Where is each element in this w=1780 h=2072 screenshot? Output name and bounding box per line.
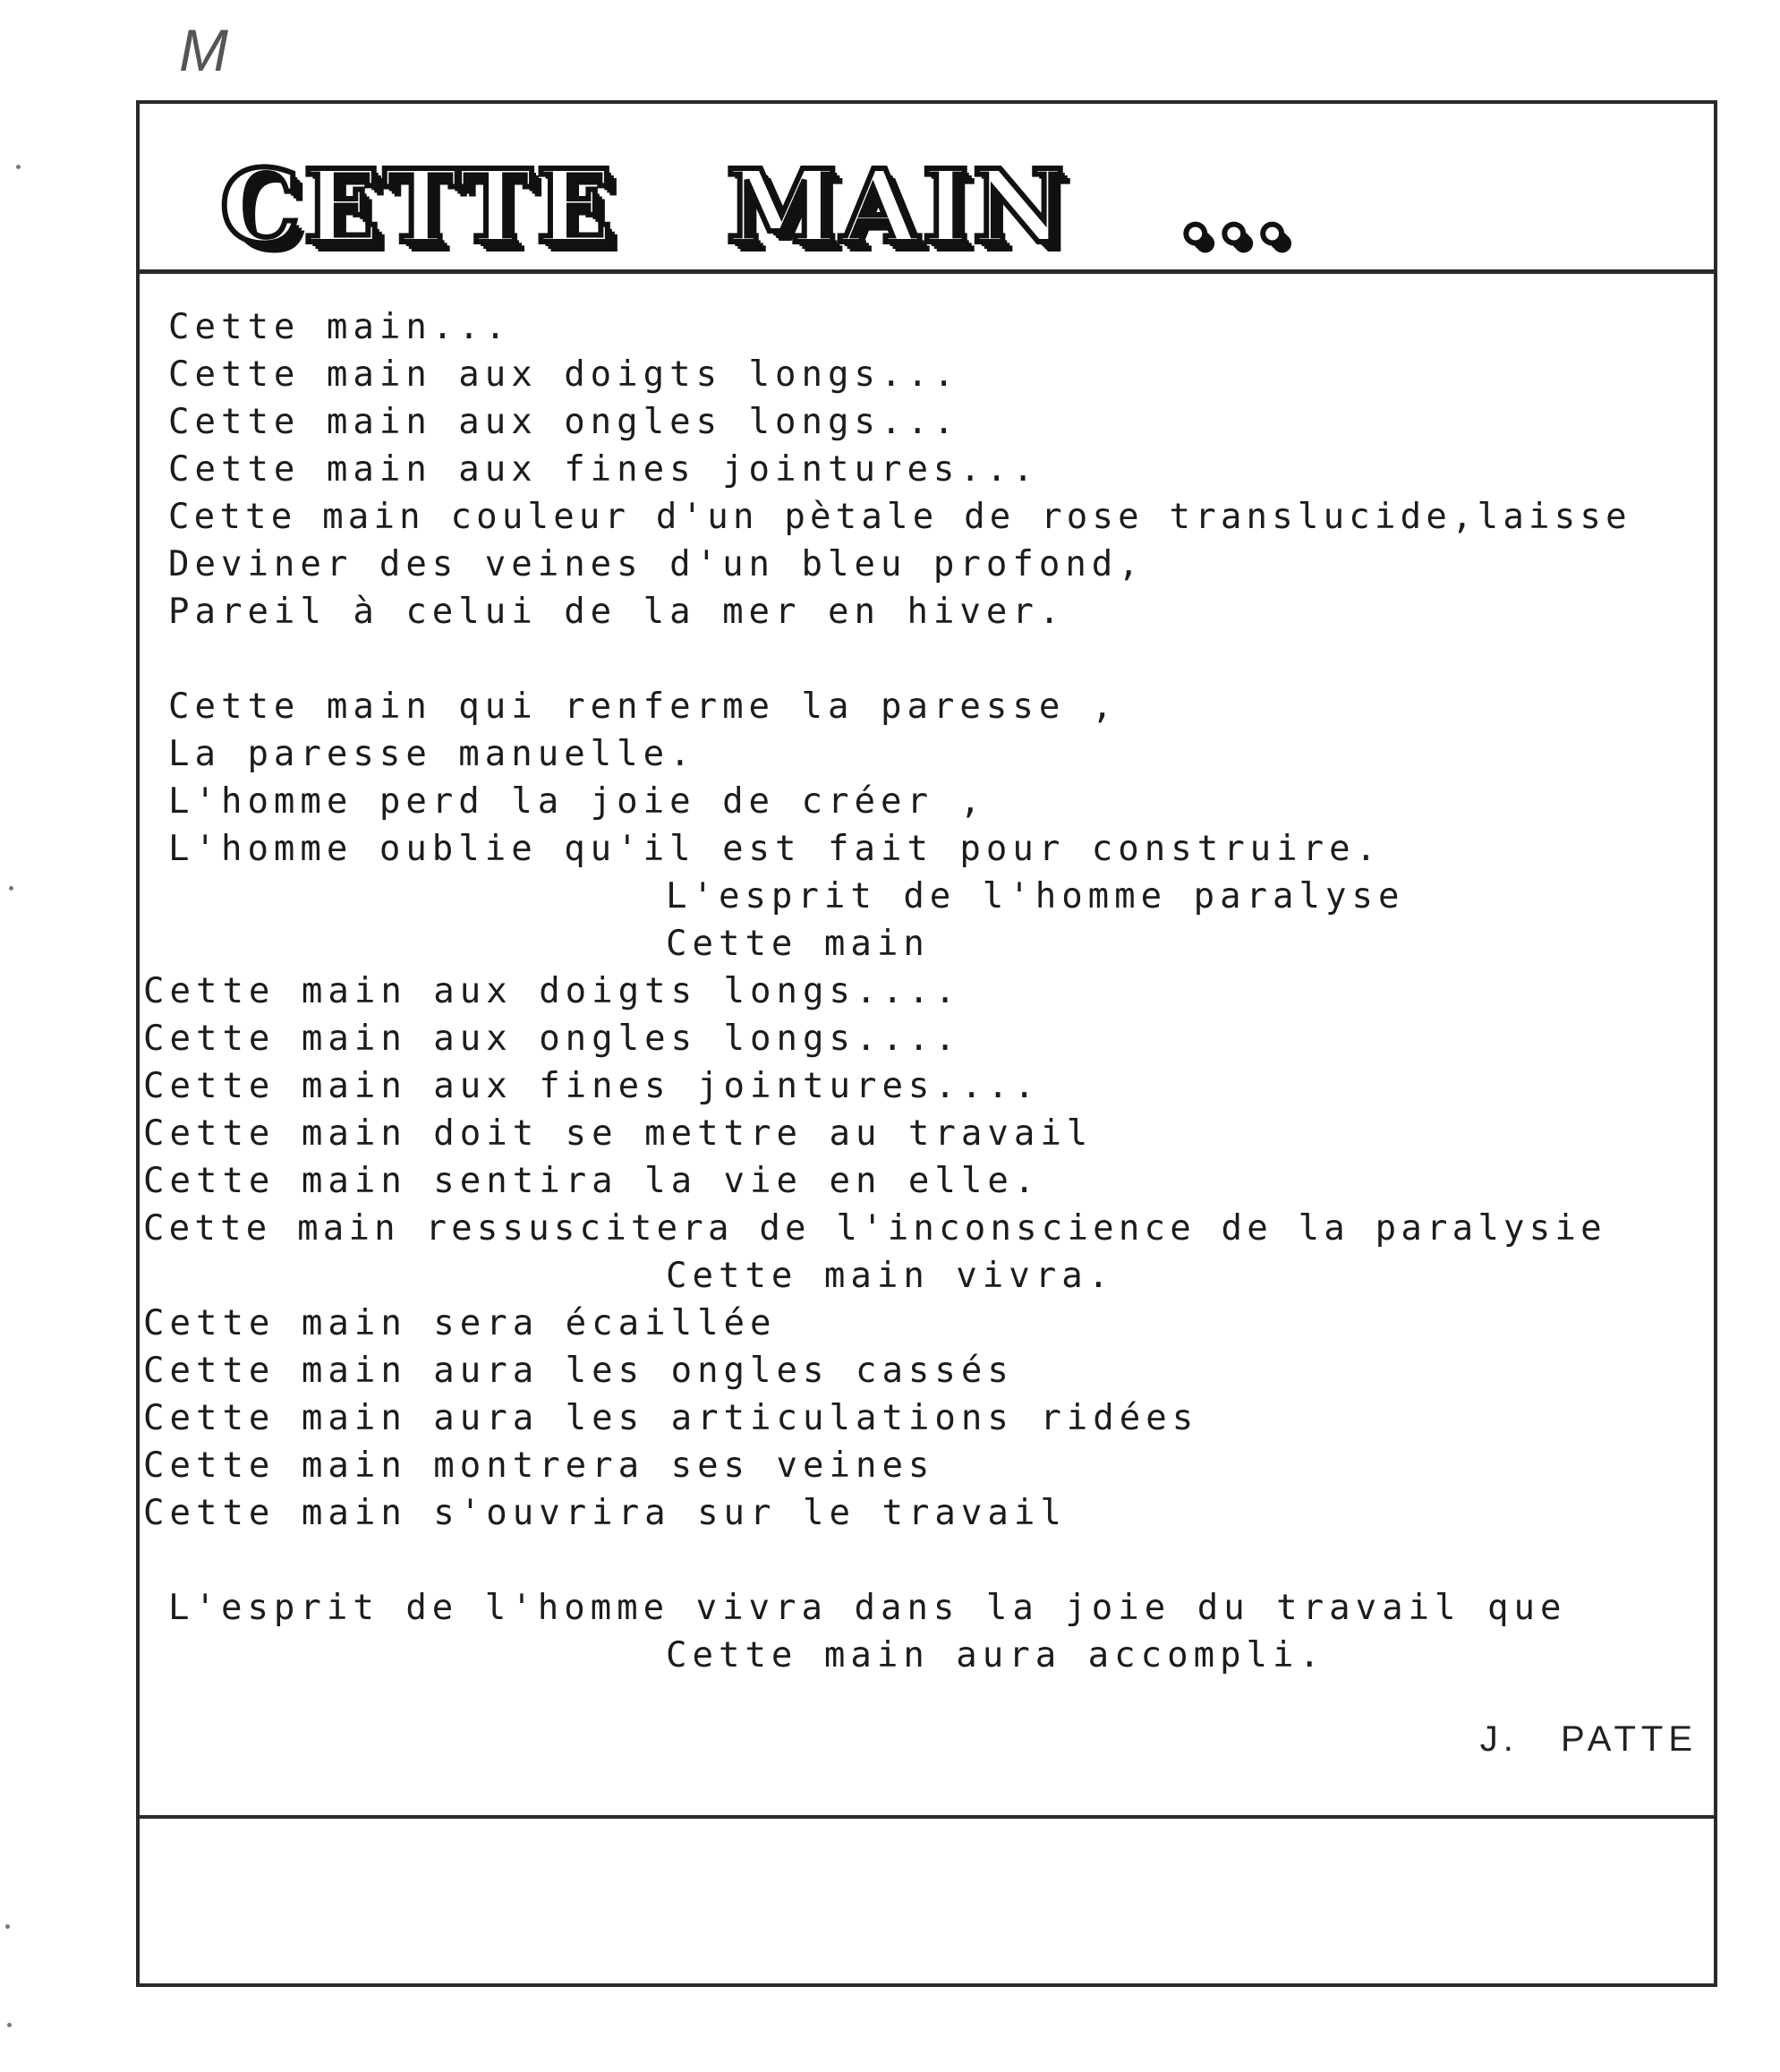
poem-line: Cette main aux ongles longs.... [143, 1019, 961, 1059]
poem-line: Cette main doit se mettre au travail [143, 1113, 1094, 1154]
poem-line: Cette main sentira la vie en elle. [143, 1161, 1041, 1201]
poem-body [140, 310, 1714, 1786]
poem-line: Cette main couleur d'un pètale de rose translucide,laisse [168, 497, 1631, 537]
corner-letter-mark: M [179, 17, 230, 83]
poem-line: Cette main sera écaillée [143, 1303, 777, 1343]
poem-line: Cette main ressuscitera de l'inconscience de la paralysie [143, 1208, 1606, 1249]
poem-closing-line: Cette main aura accompli. [666, 1635, 1325, 1676]
paper-speck [9, 886, 13, 891]
poem-line: L'homme oublie qu'il est fait pour construire. [168, 829, 1383, 869]
poem-line: Cette main aux ongles longs... [168, 402, 960, 442]
poem-line: Cette main montrera ses veines [143, 1445, 935, 1486]
poem-closing-line: L'esprit de l'homme vivra dans la joie du travail que [168, 1588, 1567, 1628]
paper-speck [5, 1924, 10, 1929]
poem-line: Cette main aux doigts longs.... [143, 971, 961, 1011]
poem-title: CETTE MAIN ... [220, 149, 1294, 266]
poem-line: Cette main aura les ongles cassés [143, 1351, 1014, 1391]
poem-line: Deviner des veines d'un bleu profond, [168, 544, 1145, 584]
poem-line: Cette main qui renferme la paresse , [168, 686, 1119, 727]
poem-line: Cette main... [168, 310, 512, 347]
paper-speck [7, 2023, 12, 2027]
poem-line-centered: Cette main vivra. [666, 1256, 1115, 1296]
poem-frame [136, 100, 1717, 1987]
author-signature: J. PATTE [1479, 1719, 1698, 1759]
poem-line: Cette main aux fines jointures... [168, 449, 1039, 490]
poem-line-centered: Cette main [666, 924, 930, 964]
title-band [140, 104, 1714, 274]
paper-speck [16, 165, 21, 169]
poem-line: La paresse manuelle. [168, 734, 696, 774]
poem-line: Cette main s'ouvrira sur le travail [143, 1493, 1067, 1533]
poem-line: L'homme perd la joie de créer , [168, 781, 986, 822]
poem-line: Cette main aux doigts longs... [168, 354, 960, 395]
poem-line-centered: L'esprit de l'homme paralyse [666, 876, 1405, 917]
poem-line: Cette main aura les articulations ridées [143, 1398, 1199, 1438]
empty-footer-box [140, 1815, 1714, 1983]
poem-line: Cette main aux fines jointures.... [143, 1066, 1041, 1106]
poem-line: Pareil à celui de la mer en hiver. [168, 592, 1066, 632]
